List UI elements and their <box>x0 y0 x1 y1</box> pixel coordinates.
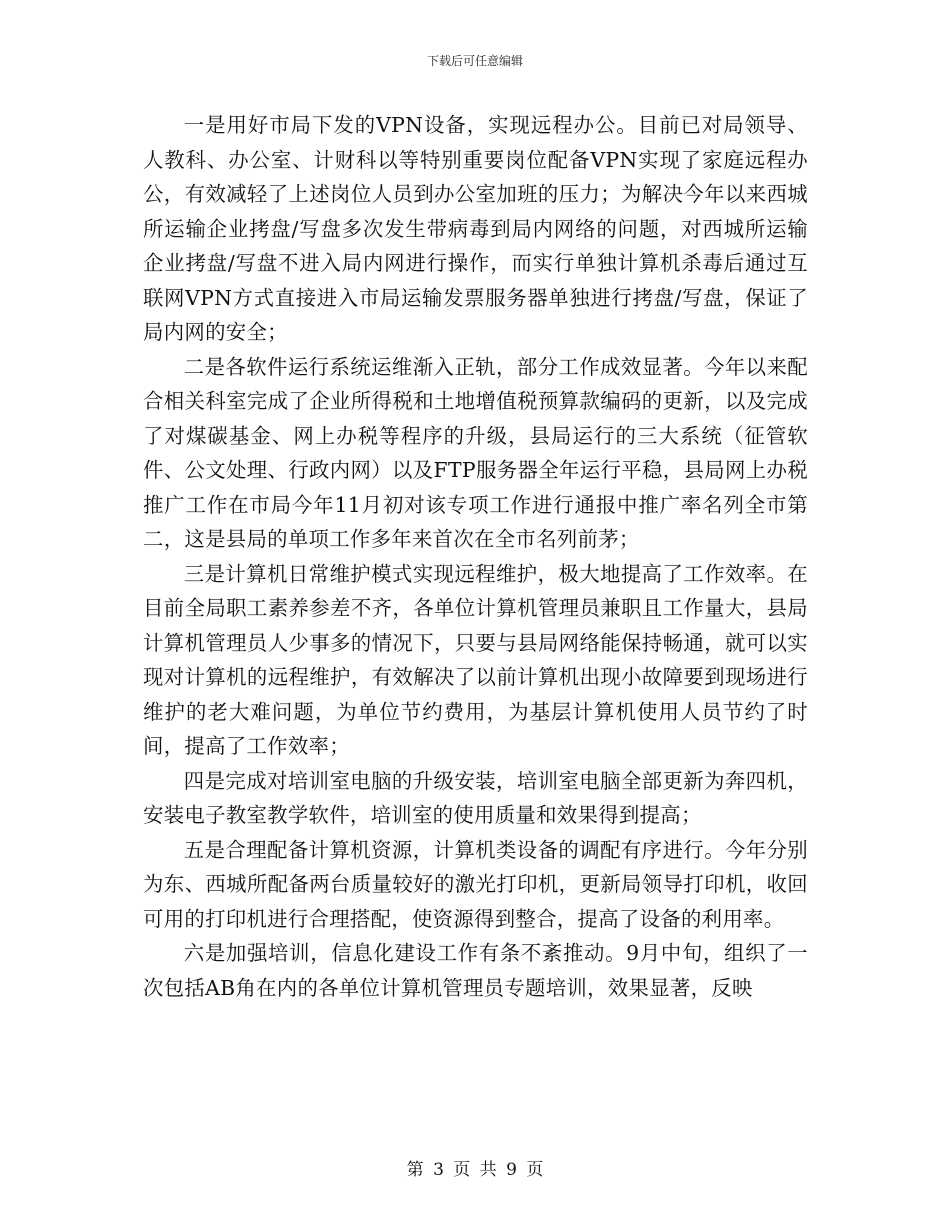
page-header: 下载后可任意编辑 <box>426 54 523 68</box>
paragraph-1: 一是用好市局下发的VPN设备，实现远程办公。目前已对局领导、人教科、办公室、计财科以等特别重要岗位配备VPN实现了家庭远程办公，有效减轻了上述岗位人员到办公室加班的压力；为解决今年以来西城所运输企业拷盘/写盘多次发生带病毒到局内网络的问题，对西城所运输企业拷盘/写盘不进入局内网进行操作，而实行单独计算机杀毒后通过互联网VPN方式直接进入市局运输发票服务器单独进行拷盘/写盘，保证了局内网的安全； <box>143 113 808 344</box>
page-number-footer: 第 3 页 共 9 页 <box>406 1160 544 1180</box>
paragraph-5: 五是合理配备计算机资源，计算机类设备的调配有序进行。今年分别为东、西城所配备两台质量较好的激光打印机，更新局领导打印机，收回可用的打印机进行合理搭配，使资源得到整合，提高了设备的利用率。 <box>143 837 808 931</box>
document-body <box>143 108 808 1005</box>
paragraph-3: 三是计算机日常维护模式实现远程维护，极大地提高了工作效率。在目前全局职工素养参差不齐，各单位计算机管理员兼职且工作量大，县局计算机管理员人少事多的情况下，只要与县局网络能保持畅通，就可以实现对计算机的远程维护，有效解决了以前计算机出现小故障要到现场进行维护的老大难问题，为单位节约费用，为基层计算机使用人员节约了时间，提高了工作效率； <box>143 561 808 758</box>
paragraph-6: 六是加强培训，信息化建设工作有条不紊推动。9月中旬，组织了一次包括AB角在内的各单位计算机管理员专题培训，效果显著，反映 <box>143 941 808 1000</box>
paragraph-4: 四是完成对培训室电脑的升级安装，培训室电脑全部更新为奔四机，安装电子教室教学软件，培训室的使用质量和效果得到提高； <box>143 768 808 827</box>
paragraph-2: 二是各软件运行系统运维渐入正轨，部分工作成效显著。今年以来配合相关科室完成了企业所得税和土地增值税预算款编码的更新，以及完成了对煤碳基金、网上办税等程序的升级，县局运行的三大系统（征管软件、公文处理、行政内网）以及FTP服务器全年运行平稳，县局网上办税推广工作在市局今年11月初对该专项工作进行通报中推广率名列全市第二，这是县局的单项工作多年来首次在全市名列前茅； <box>143 354 808 551</box>
